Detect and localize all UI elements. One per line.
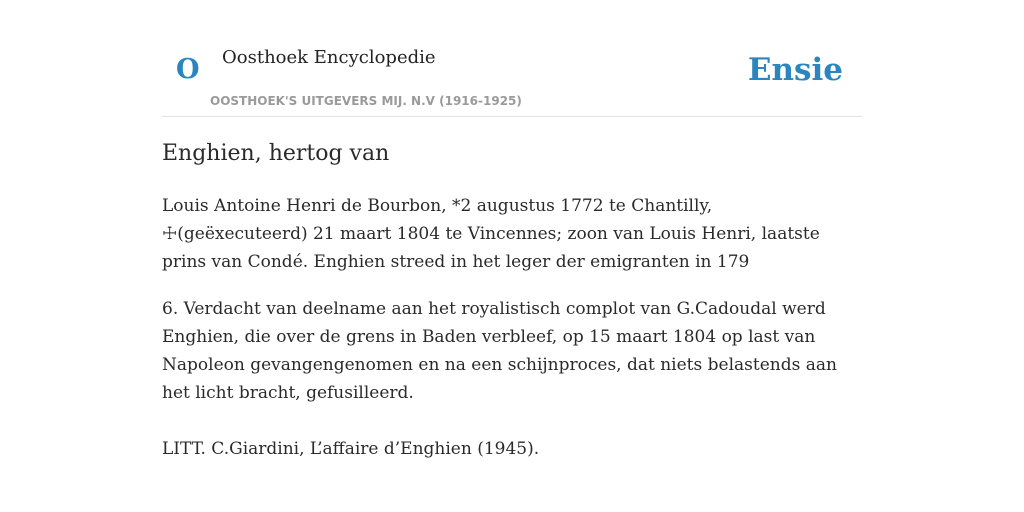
article — [162, 136, 862, 463]
header — [162, 0, 862, 117]
source-title[interactable]: Oosthoek Encyclopedie — [222, 47, 436, 68]
article-literature: LITT. C.Giardini, L’affaire d’Enghien (1945). — [162, 439, 540, 459]
article-paragraph: 6. Verdacht van deelname aan het royalistisch complot van G.Cadoudal werd Enghien, die over de grens in Baden verbleef, op 15 maart 1804 op last van Napoleon gevangengenomen en na een schijnproces, dat niets belastends aan het licht bracht, gefusilleerd. — [162, 299, 837, 403]
brand-logo[interactable]: Ensie — [747, 52, 843, 88]
article-title: Enghien, hertog van — [162, 141, 390, 166]
source-logo[interactable]: O — [176, 54, 200, 85]
source-subtitle: OOSTHOEK'S UITGEVERS MIJ. N.V (1916-1925) — [210, 94, 522, 108]
article-paragraph: Louis Antoine Henri de Bourbon, *2 augustus 1772 te Chantilly, ☩(geëxecuteerd) 21 maart 1804 te Vincennes; zoon van Louis Henri, laatste prins van Condé. Enghien streed in het leger der emigranten in 179 — [162, 196, 820, 272]
